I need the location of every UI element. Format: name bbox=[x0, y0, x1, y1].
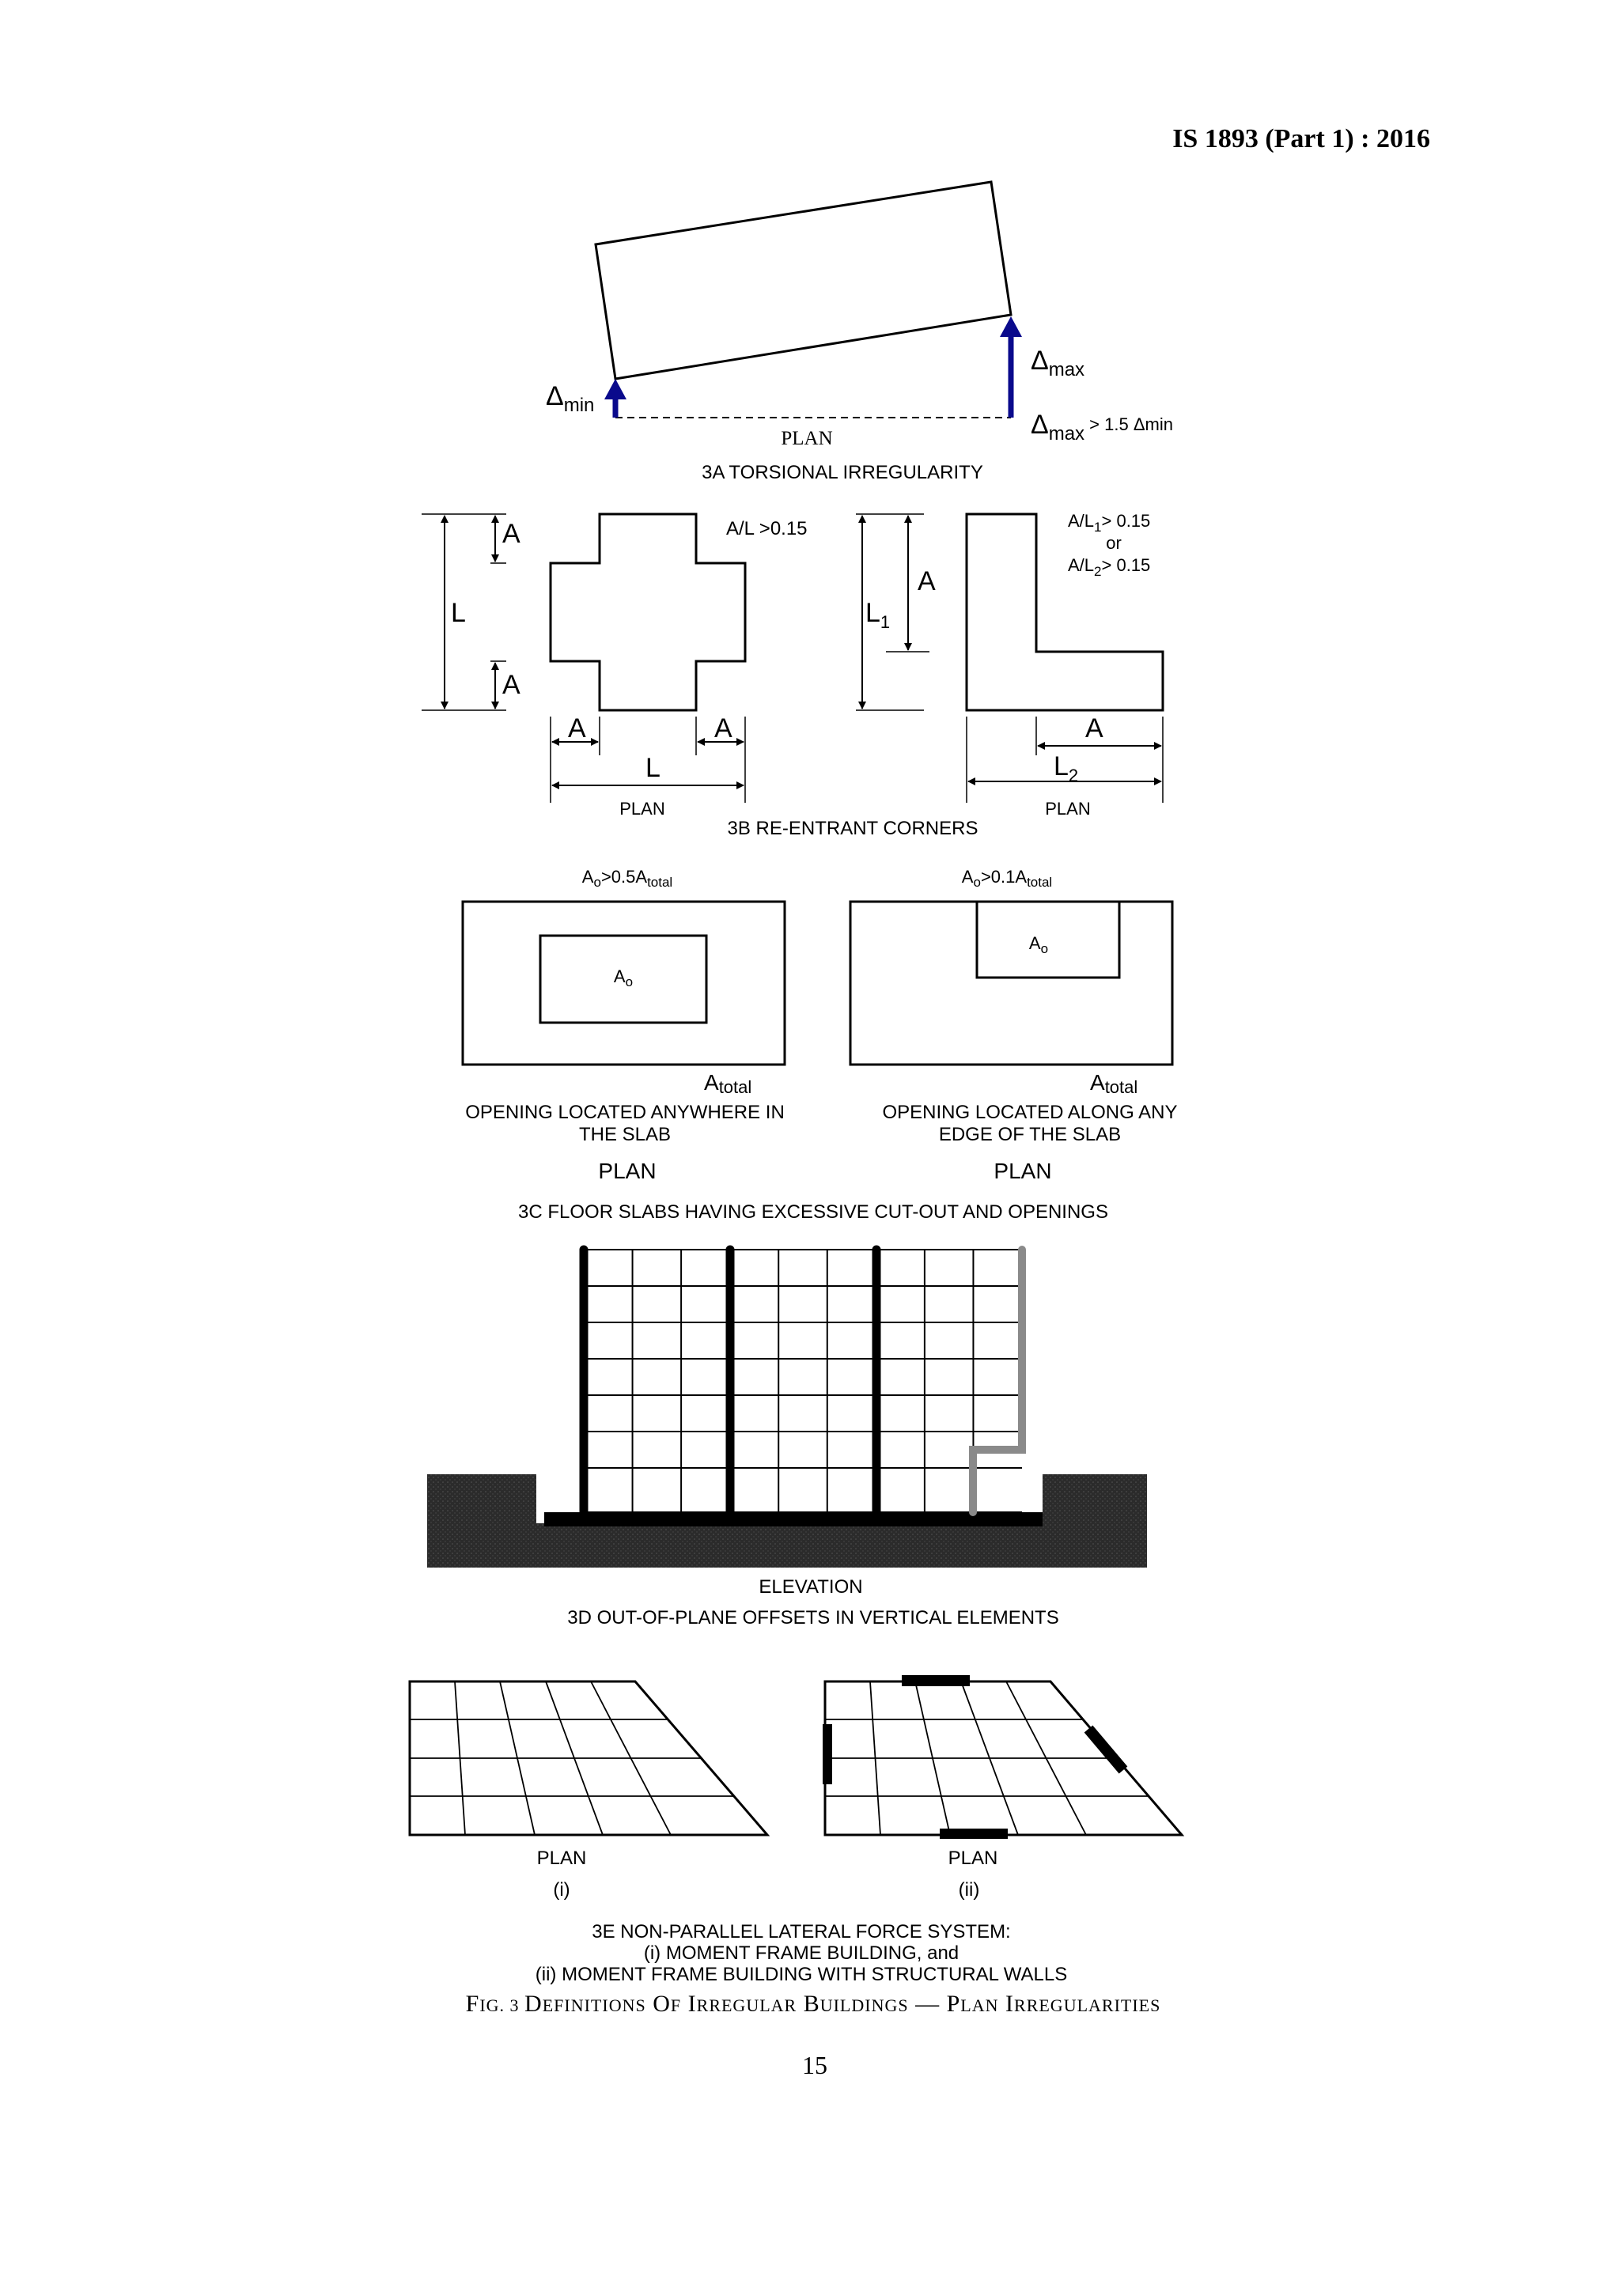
plan-label-3e-ii: PLAN bbox=[948, 1848, 998, 1869]
ratio-or: or bbox=[1106, 533, 1122, 553]
atotal-label-left: Atotal bbox=[704, 1070, 752, 1097]
slab-right bbox=[850, 902, 1172, 1065]
wall-diagonal bbox=[1088, 1729, 1123, 1770]
desc-right-line2: EDGE OF THE SLAB bbox=[938, 1124, 1122, 1145]
plan-i-frame bbox=[410, 1681, 767, 1835]
plan-ii-walls bbox=[823, 1675, 1182, 1839]
condition-right: $A_o>0.1A_{total}$ bbox=[961, 867, 1053, 890]
fig-3b-reentrant bbox=[422, 514, 1163, 803]
label-A-top: A bbox=[502, 519, 520, 549]
plan-label-3e-i: PLAN bbox=[536, 1848, 587, 1869]
condition-left: $A_o>0.5A_{total}$ bbox=[581, 867, 673, 890]
plan-label-3c-left: PLAN bbox=[598, 1159, 657, 1183]
delta-min-arrowhead bbox=[604, 379, 626, 399]
label-A-left: A bbox=[568, 713, 586, 743]
label-L-vertical: L bbox=[451, 598, 466, 628]
fig-3a-torsional bbox=[546, 182, 1173, 483]
fig-3e-non-parallel bbox=[410, 1675, 1182, 1985]
basement-slab bbox=[544, 1512, 1043, 1526]
title-3c: 3C FLOOR SLABS HAVING EXCESSIVE CUT-OUT AND OPENINGS bbox=[518, 1201, 1108, 1223]
ratio-l2: $A/L_2> 0.15$ bbox=[1068, 555, 1151, 579]
desc-left-line1: OPENING LOCATED ANYWHERE IN bbox=[465, 1102, 785, 1123]
num-ii: (ii) bbox=[958, 1879, 980, 1901]
elevation-label: ELEVATION bbox=[759, 1576, 863, 1598]
ao-label-left: $A_o$ bbox=[613, 966, 634, 989]
ao-label-right: $A_o$ bbox=[1028, 933, 1049, 956]
opening-right bbox=[977, 902, 1119, 978]
num-i: (i) bbox=[553, 1879, 570, 1901]
label-A-bottom: A bbox=[502, 670, 520, 700]
title-3d: 3D OUT-OF-PLANE OFFSETS IN VERTICAL ELEMENTS bbox=[567, 1607, 1059, 1628]
wall-top bbox=[902, 1675, 970, 1686]
plan-label-3a: PLAN bbox=[781, 428, 833, 449]
page-number: 15 bbox=[802, 2051, 827, 2079]
label-L2: $L_2$ bbox=[1054, 751, 1079, 785]
figure-caption: FIG. 3 DEFINITIONS OF IRREGULAR BUILDINGS — PLAN IRREGULARITIES bbox=[465, 1991, 1161, 2017]
rotated-slab bbox=[596, 182, 1011, 379]
plan-label-3b-left: PLAN bbox=[619, 799, 665, 819]
wall-bottom bbox=[940, 1829, 1008, 1839]
atotal-label-right: Atotal bbox=[1090, 1070, 1138, 1097]
title-3b: 3B RE-ENTRANT CORNERS bbox=[727, 818, 978, 839]
label-A-right: A bbox=[714, 713, 732, 743]
delta-max-label: $\Delta_{max}$ bbox=[1031, 346, 1085, 380]
plan-label-3b-right: PLAN bbox=[1045, 799, 1091, 819]
plan-label-3c-right: PLAN bbox=[994, 1159, 1052, 1183]
title-3a: 3A TORSIONAL IRREGULARITY bbox=[702, 462, 983, 483]
desc-right-line1: OPENING LOCATED ALONG ANY bbox=[882, 1102, 1178, 1123]
title-3e-line2: (i) MOMENT FRAME BUILDING, and bbox=[643, 1942, 960, 1964]
delta-max-arrowhead bbox=[1000, 316, 1022, 337]
title-3e-line1: 3E NON-PARALLEL LATERAL FORCE SYSTEM: bbox=[592, 1921, 1011, 1942]
standard-header: IS 1893 (Part 1) : 2016 bbox=[1172, 124, 1430, 153]
label-L1: $L_1$ bbox=[865, 598, 891, 632]
cross-plan-shape bbox=[551, 514, 745, 710]
ratio-cross: A/L >0.15 bbox=[726, 518, 808, 539]
offset-wall bbox=[973, 1250, 1022, 1512]
label-A-l-horizontal: A bbox=[1085, 713, 1103, 743]
wall-left bbox=[823, 1724, 832, 1784]
ratio-l1: $A/L_1> 0.15$ bbox=[1068, 511, 1151, 535]
delta-condition-label: $\Delta_{max}$ $^{> 1.5}$ Δmin bbox=[1031, 410, 1173, 444]
title-3e-line3: (ii) MOMENT FRAME BUILDING WITH STRUCTURAL WALLS bbox=[535, 1964, 1068, 1985]
l-plan-shape bbox=[967, 514, 1163, 710]
desc-left-line2: THE SLAB bbox=[578, 1124, 672, 1145]
fig-3b-labels bbox=[451, 511, 1150, 839]
label-A-l-vertical: A bbox=[918, 566, 936, 596]
label-L-horizontal: L bbox=[645, 753, 660, 783]
fig-3c-floor-slabs bbox=[463, 867, 1177, 1223]
frame-grid bbox=[584, 1250, 1022, 1512]
delta-min-label: $\Delta_{min}$ bbox=[546, 381, 595, 416]
fig-3d-elevation bbox=[427, 1250, 1147, 1628]
